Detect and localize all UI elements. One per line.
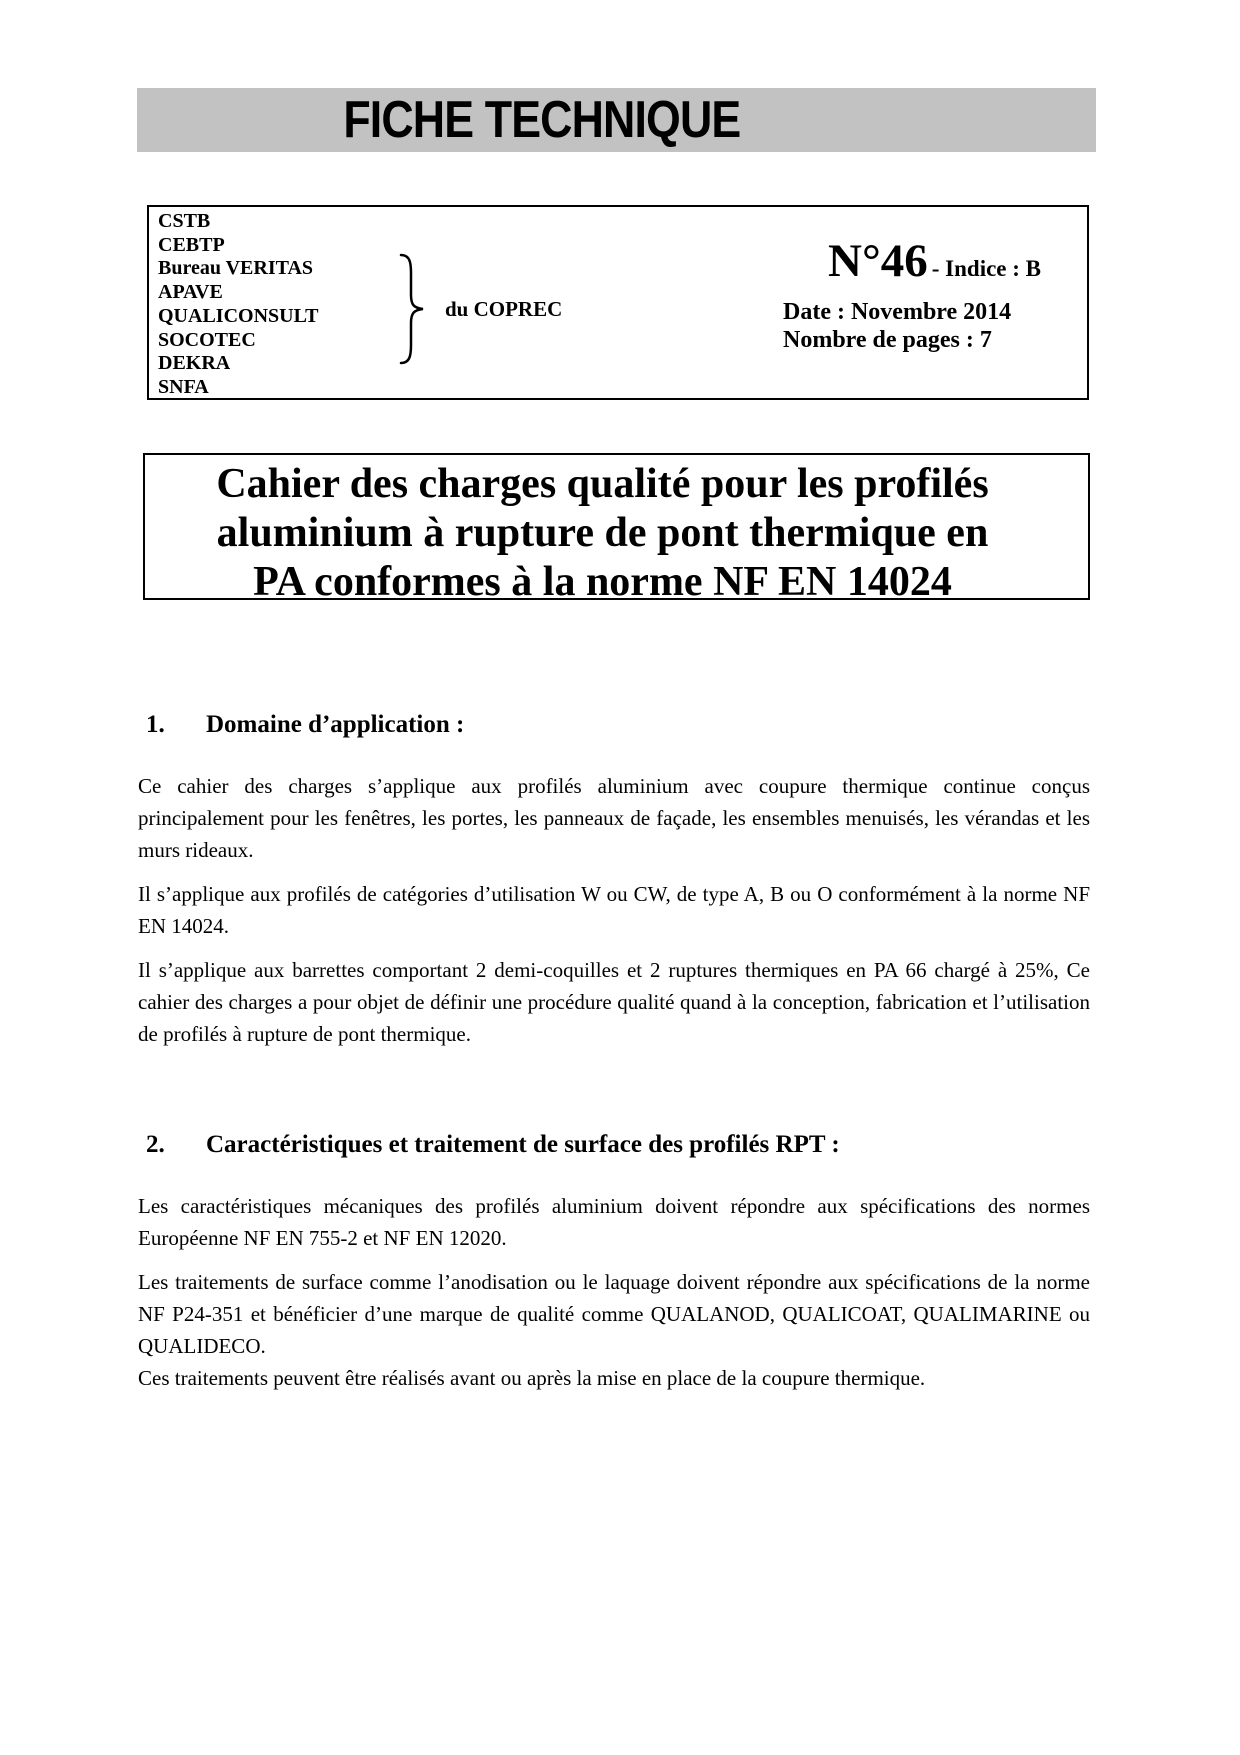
section-heading	[138, 710, 1090, 740]
paragraph: Il s’applique aux profilés de catégories d’utilisation W ou CW, de type A, B ou O conformément à la norme NF EN 14024.	[138, 882, 1090, 938]
paragraph: Les caractéristiques mécaniques des profilés aluminium doivent répondre aux spécifications des normes Européenne NF EN 755-2 et NF EN 12020.	[138, 1194, 1090, 1250]
organization-item: APAVE	[158, 281, 223, 304]
paragraph: Ces traitements peuvent être réalisés avant ou après la mise en place de la coupure thermique.	[138, 1366, 926, 1390]
doc-number-line	[783, 235, 1085, 292]
section-number: 2.	[146, 1131, 165, 1158]
section-domaine-application	[138, 710, 1090, 1050]
doc-meta	[783, 229, 1085, 354]
section-title: Caractéristiques et traitement de surface des profilés RPT :	[206, 1131, 840, 1158]
organization-item: SOCOTEC	[158, 328, 256, 351]
doc-number: N°46	[828, 235, 928, 287]
doc-pages: Nombre de pages : 7	[783, 327, 992, 353]
organization-list	[158, 210, 318, 400]
title-line: PA conformes à la norme NF EN 14024	[253, 559, 952, 605]
organization-item: QUALICONSULT	[158, 304, 319, 327]
paragraph: Ce cahier des charges s’applique aux profilés aluminium avec coupure thermique continue conçus principalement pour les fenêtres, les portes, les panneaux de façade, les ensembles menuisés, les vérandas et les murs rideaux.	[138, 774, 1090, 862]
coprec-label: du COPREC	[445, 297, 563, 321]
paragraph: Les traitements de surface comme l’anodisation ou le laquage doivent répondre aux spécifications de la norme NF P24-351 et bénéficier d’une marque de qualité comme QUALANOD, QUALICOAT, QUALIMARINE ou QUALIDECO.	[138, 1270, 1090, 1358]
doc-index: - Indice : B	[931, 256, 1041, 281]
organization-item: CEBTP	[158, 233, 225, 256]
title-line: Cahier des charges qualité pour les profilés	[216, 461, 989, 507]
page-title: FICHE TECHNIQUE	[342, 91, 741, 149]
section-caracteristiques-rpt	[138, 1130, 1090, 1394]
title-line: aluminium à rupture de pont thermique en	[216, 510, 989, 556]
section-number: 1.	[146, 711, 165, 738]
organization-item: CSTB	[158, 210, 211, 232]
section-title: Domaine d’application :	[206, 711, 465, 738]
header-box	[147, 205, 1089, 400]
organization-item: DEKRA	[158, 352, 231, 375]
organization-item: SNFA	[158, 375, 209, 398]
curly-brace-icon	[398, 253, 428, 365]
section-heading	[138, 1130, 1090, 1160]
organization-item: Bureau VERITAS	[158, 257, 314, 280]
document-body	[138, 695, 1090, 1394]
banner	[137, 88, 1096, 152]
title-box	[143, 453, 1090, 605]
doc-date: Date : Novembre 2014	[783, 299, 1012, 325]
paragraph: Il s’applique aux barrettes comportant 2 demi-coquilles et 2 ruptures thermiques en PA 66 chargé à 25%, Ce cahier des charges a pour objet de définir une procédure qualité quand à la conception, fabrication et l’utilisation de profilés à rupture de pont thermique.	[138, 958, 1090, 1046]
